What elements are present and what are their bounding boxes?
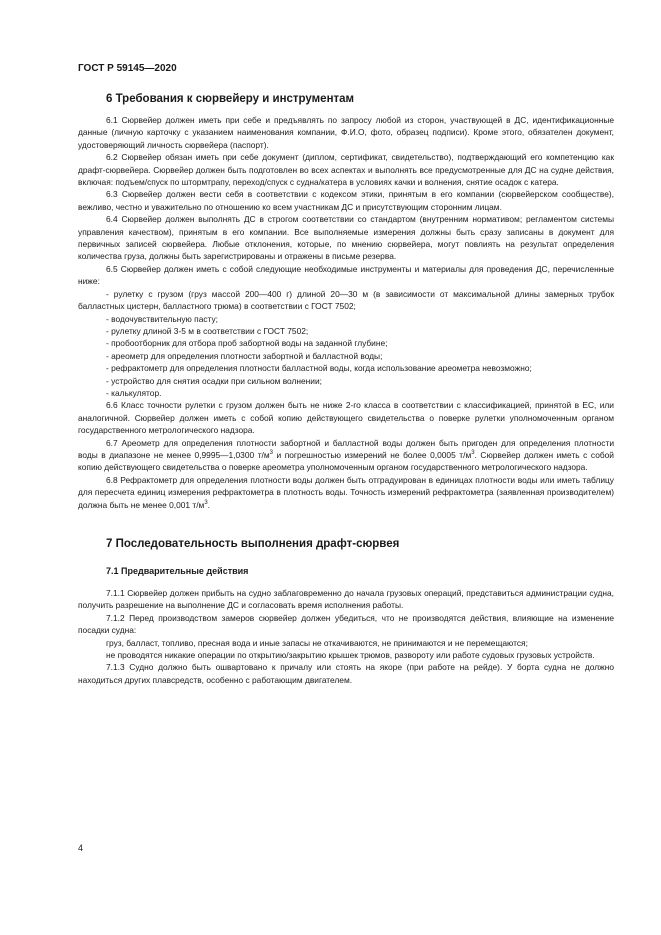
list-item-draft-device: - устройство для снятия осадки при сильном волнении; — [106, 375, 322, 386]
list-item-no-hatch-operations: не проводятся никакие операции по открытию/закрытию крышек трюмов, развороту или работе судовых грузовых устройств. — [106, 650, 595, 661]
paragraph-6-1: 6.1 Сюрвейер должен иметь при себе и предъявлять по запросу любой из сторон, участвующей в ДС, идентификационные данные (личную карточку с указанием наименования компании, Ф.И.О, фото, образец подписи). Кроме этого, обязателен документ, удостоверяющий личность сюрвейера (паспорт). — [78, 115, 614, 150]
paragraph-6-3: 6.3 Сюрвейер должен вести себя в соответствии с кодексом этики, принятым в его компании (сюрвейерском сообществе), вежливо, честно и уважительно по отношению ко всем участникам ДС и присутствующим сторонним лицам. — [78, 189, 614, 212]
section-6-heading: 6 Требования к сюрвейеру и инструментам — [106, 93, 355, 105]
subsection-7-1-heading: 7.1 Предварительные действия — [106, 566, 249, 576]
list-item-water-paste: - водочувствительную пасту; — [106, 313, 218, 324]
list-item-cargo-not-moved: груз, балласт, топливо, пресная вода и иные запасы не откачиваются, не принимаются и не перемещаются; — [106, 637, 528, 648]
section-7-heading: 7 Последовательность выполнения драфт-сюрвея — [106, 538, 400, 550]
paragraph-7-1-3: 7.1.3 Судно должно быть ошвартовано к причалу или стоять на якоре (при работе на рейде). У борта судна не должно находиться других плавсредств, особенно с работающим двигателем. — [78, 662, 614, 685]
document-id: ГОСТ Р 59145—2020 — [78, 63, 177, 74]
page-number: 4 — [78, 843, 84, 853]
list-item-sampler: - пробоотборник для отбора проб забортной воды на заданной глубине; — [106, 338, 388, 349]
list-item-calculator: - калькулятор. — [106, 387, 162, 398]
page-content — [78, 93, 614, 686]
paragraph-6-2: 6.2 Сюрвейер обязан иметь при себе документ (диплом, сертификат, свидетельство), подтверждающий его компетенцию как драфт-сюрвейера. Сюрвейер должен быть подготовлен во всех аспектах и выполнять все предусмотренные для ДС на судне действия, включая: подъем/спуск по штормтрапу, переход/спуск с судна/катера в условиях качки и волнения, снятие осадок с катера. — [78, 152, 614, 188]
list-item-refractometer: - рефрактометр для определения плотности балластной воды, когда использование ареометра невозможно; — [106, 363, 532, 374]
list-item-hydrometer: - ареометр для определения плотности забортной и балластной воды; — [106, 350, 383, 361]
paragraph-7-1-1: 7.1.1 Сюрвейер должен прибыть на судно заблаговременно до начала грузовых операций, представиться администрации судна, получить разрешение на выполнение ДС и согласовать время исполнения работы. — [78, 588, 614, 611]
paragraph-6-5: 6.5 Сюрвейер должен иметь с собой следующие необходимые инструменты и материалы для проведения ДС, перечисленные ниже: — [78, 263, 614, 287]
list-item-short-tape: - рулетку длиной 3-5 м в соответствии с ГОСТ 7502; — [106, 325, 309, 336]
paragraph-7-1-2: 7.1.2 Перед производством замеров сюрвейер должен убедиться, что не производятся действия, влияющие на изменение посадки судна: — [78, 612, 614, 636]
paragraph-6-8: 6.8 Рефрактометр для определения плотности воды должен быть отградуирован в единицах плотности воды или иметь таблицу для пересчета единиц измерения рефрактометра в плотность воды. Точность измерений рефрактометра (заявленная производителем) должна быть не менее 0,001 $т/м^3$. — [78, 474, 614, 510]
paragraph-6-4: 6.4 Сюрвейер должен выполнять ДС в строгом соответствии со стандартом (внутренним нормативом; регламентом системы управления качеством), принятым в его компании. Все выполняемые измерения должны быть сразу записаны в документ для первичных записей сюрвейера. Любые отклонения, которые, по мнению сюрвейера, могут повлиять на результат определения количества груза, должны быть зарегистрированы и отражены в письме резерва. — [78, 214, 614, 262]
list-item-tape-with-weight: - рулетку с грузом (груз массой 200—400 г) длиной 20—30 м (в зависимости от максимальной длины замерных трубок балластных цистерн, балластного трюма) в соответствии с ГОСТ 7502; — [78, 288, 614, 312]
paragraph-6-6: 6.6 Класс точности рулетки с грузом должен быть не ниже 2-го класса в соответствии с классификацией, принятой в ЕС, или аналогичной. Сюрвейер должен иметь с собой копию действующего свидетельства о поверке рулетки уполномоченным органом государственного метрологического надзора. — [78, 400, 614, 436]
paragraph-6-7: 6.7 Ареометр для определения плотности забортной и балластной воды должен быть пригоден для определения плотности воды в диапазоне не менее 0,9995—1,0300 $т/м^3$ и погрешностью измерений не более 0,0005 $т/м^3$. Сюрвейер должен иметь с собой копию действующего свидетельства о поверке ареометра уполномоченным органом государственного метрологического надзора. — [78, 437, 614, 473]
